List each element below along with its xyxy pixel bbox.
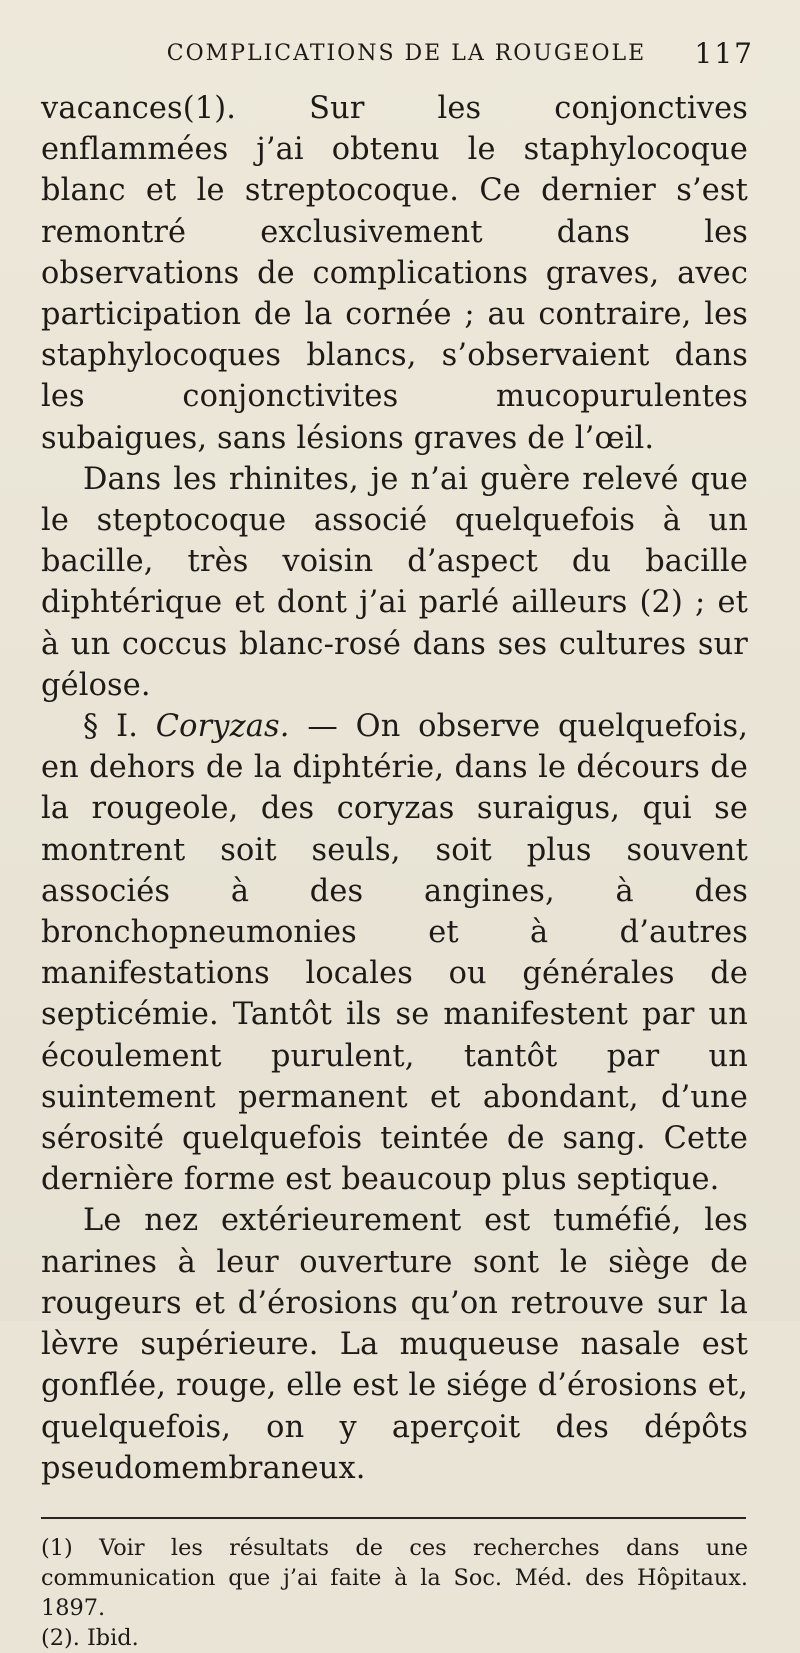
section-mark: § I. [83, 709, 139, 745]
paragraph-coryzas-text: — On observe quelquefois, en dehors de la diphtérie, dans le décours de la rougeole, des coryzas suraigus, qui se montrent soit seuls, soit plus souvent associés à des angines, à des bronchopneumonies et à d’autres manifestations locales ou générales de septicémie. Tantôt ils se manifestent par un écoulement purulent, tantôt par un suintement permanent et abondant, d’une sérosité quelquefois teintée de sang. Cette dernière forme est beaucoup plus septique. [41, 709, 749, 1198]
paragraph-rhinites: Dans les rhinites, je n’ai guère relevé que le steptocoque associé quelquefois à un bacille, très voisin d’aspect du bacille diphtérique et dont j’ai parlé ailleurs (2) ; et à un coccus blanc-rosé dans ses cultures sur gélose. [41, 461, 748, 703]
page-number: 117 [694, 37, 754, 70]
footnote-2: (2). Ibid. [41, 1624, 139, 1651]
paragraph-coryzas [41, 706, 748, 1200]
paragraph-continuation: vacances(1). Sur les conjonctives enflammées j’ai obtenu le staphylocoque blanc et le streptocoque. Ce dernier s’est remontré exclusivement dans les observations de complications graves, avec participation de la cornée ; au contraire, les staphylocoques blancs, s’observaient dans les conjonctivites mucopurulentes subaigues, sans lésions graves de l’œil. [41, 91, 748, 456]
running-head [41, 34, 754, 74]
footnote-1: (1) Voir les résultats de ces recherches dans une communication que j’ai faite à la Soc. Méd. des Hôpitaux. 1897. [41, 1534, 748, 1621]
footnotes [41, 1533, 748, 1653]
footnote-divider [41, 1517, 746, 1519]
running-title: COMPLICATIONS DE LA ROUGEOLE [166, 41, 647, 66]
paragraph-nez: Le nez extérieurement est tuméfié, les narines à leur ouverture sont le siège de rougeurs et d’érosions qu’on retrouve sur la lèvre supérieure. La muqueuse nasale est gonflée, rouge, elle est le siége d’érosions et, quelquefois, on y aperçoit des dépôts pseudomembraneux. [41, 1203, 748, 1486]
main-text [41, 88, 748, 1489]
section-title: Coryzas. [155, 709, 290, 745]
